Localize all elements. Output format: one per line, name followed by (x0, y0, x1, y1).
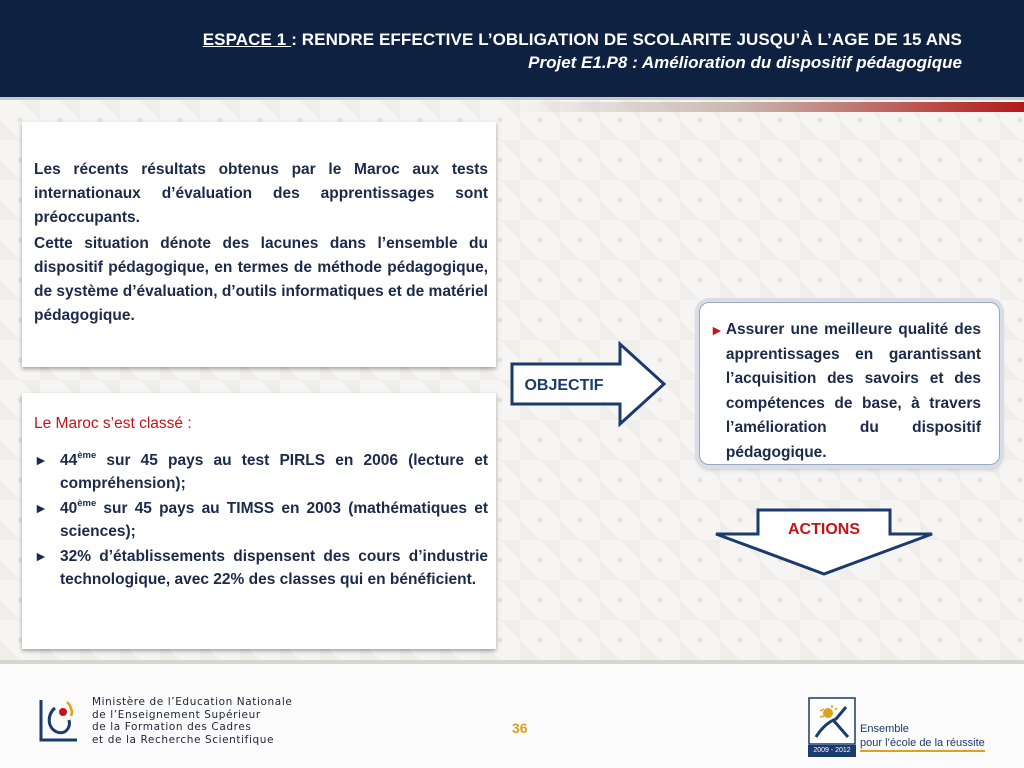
slide-subtitle: Projet E1.P8 : Amélioration du dispositif pédagogique (528, 53, 962, 72)
actions-arrow (712, 508, 936, 578)
page-number: 36 (512, 720, 528, 736)
program-years: 2009 - 2012 (808, 745, 856, 757)
context-paragraph-1: Les récents résultats obtenus par le Maroc aux tests internationaux d’évaluation des apprentissages sont préoccupants. (34, 161, 488, 226)
title-text: : RENDRE EFFECTIVE L’OBLIGATION DE SCOLARITE JUSQU’À L’AGE DE 15 ANS (291, 30, 962, 49)
tagline-line-1: Ensemble (860, 723, 909, 735)
triangle-bullet-icon: ► (34, 452, 48, 468)
ministry-line: Ministère de l’Education Nationale (92, 696, 293, 708)
objectif-text: Assurer une meilleure qualité des apprentissages en garantissant l’acquisition des savoirs et des compétences de base, à travers l’amélioration du dispositif pédagogique. (725, 321, 981, 461)
ranking-text: sur 45 pays au test PIRLS en 2006 (lecture et compréhension); (60, 452, 488, 492)
ranking-item (34, 449, 488, 495)
program-tagline (860, 722, 985, 752)
title-space-label: ESPACE 1 (202, 30, 292, 49)
ranking-text: sur 45 pays au TIMSS en 2003 (mathématiques et sciences); (60, 500, 488, 540)
context-card (22, 122, 496, 367)
ministry-line: de l’Enseignement Supérieur (92, 708, 261, 721)
ranking-title: Le Maroc s’est classé : (34, 415, 192, 432)
ranking-rank: 40 (60, 500, 78, 517)
ranking-rank: 44 (60, 452, 78, 469)
ministry-line: de la Formation des Cadres (92, 721, 252, 733)
triangle-bullet-icon: ► (34, 548, 48, 564)
ranking-item (34, 545, 488, 591)
slide-title (0, 30, 962, 50)
ranking-item (34, 497, 488, 543)
ranking-rank-suffix: ème (77, 498, 97, 509)
ministry-line: et de la Recherche Scientifique (92, 733, 275, 746)
ranking-text: 32% d’établissements dispensent des cours d’industrie technologique, avec 22% des classes qui en bénéficient. (60, 548, 488, 588)
slide-header (0, 0, 1024, 100)
header-stripe (0, 102, 1024, 112)
objectif-arrow (508, 340, 668, 428)
context-paragraph-2: Cette situation dénote des lacunes dans l’ensemble du dispositif pédagogique, en termes de méthode pédagogique, de système d’évaluation, d’outils informatiques et de matériel pédagogique. (34, 235, 488, 324)
ranking-rank-suffix: ème (77, 450, 97, 461)
ministry-logo-icon (35, 694, 83, 746)
objectif-card (699, 302, 1000, 465)
triangle-bullet-icon: ► (34, 500, 48, 516)
triangle-bullet-icon: ► (710, 322, 724, 338)
objectif-label: OBJECTIF (524, 377, 604, 394)
ranking-card (22, 393, 496, 649)
tagline-line-2: pour l’école de la réussite (860, 736, 985, 752)
actions-label: ACTIONS (788, 521, 860, 538)
ministry-name (92, 696, 292, 746)
